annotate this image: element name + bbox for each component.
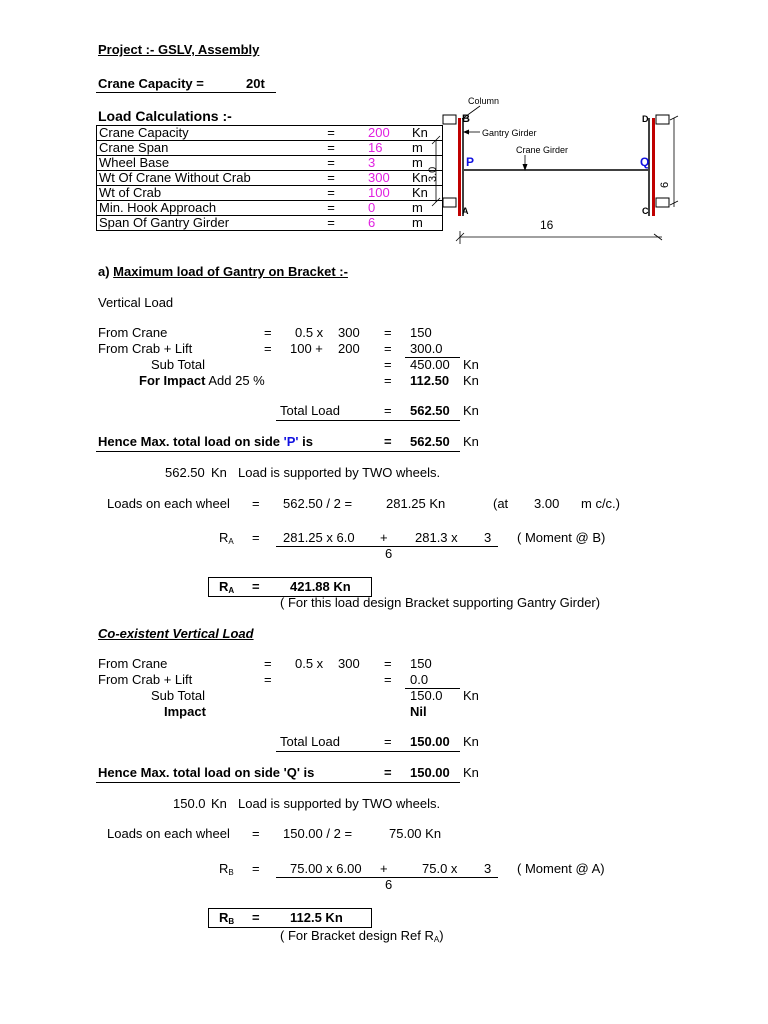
a-sub-total-res: 450.00: [410, 357, 450, 372]
rb-eq: =: [252, 861, 260, 876]
label-p: P: [466, 155, 475, 169]
ra-den: 6: [385, 546, 393, 561]
b-wheel-label: Loads on each wheel: [107, 826, 230, 841]
total-line: [276, 751, 460, 752]
rb-den: 6: [385, 877, 393, 892]
ra-sub: A: [228, 537, 234, 546]
b-impact-label: Impact: [164, 704, 206, 719]
dim-3: 3.0: [427, 166, 439, 182]
b-support-unit: Kn: [211, 796, 227, 811]
load-calc-row: [97, 126, 443, 141]
b-total-label: Total Load: [280, 734, 340, 749]
hence-line: [96, 451, 460, 452]
load-calc-row: [97, 201, 443, 216]
a-hence-text2: is: [298, 434, 313, 449]
b-hence-res: 150.00: [410, 765, 450, 780]
label-d: D: [642, 114, 649, 124]
ra-plus: +: [380, 530, 388, 545]
a-total-eq: =: [384, 403, 392, 418]
ra-label: [219, 530, 234, 548]
b-sub-total-unit: Kn: [463, 688, 479, 703]
a-from-crane-num: 300: [338, 325, 360, 340]
load-calc-eq: =: [294, 126, 366, 141]
a-from-crab-res: 300.0: [410, 341, 443, 356]
load-calc-name: Wt Of Crane Without Crab: [97, 171, 295, 186]
rb-r: R: [219, 861, 229, 876]
b-from-crab-label: From Crab + Lift: [98, 672, 193, 687]
b-wheel-expr: 150.00 / 2 =: [283, 826, 353, 841]
a-hence-p: 'P': [283, 434, 299, 449]
a-wheel-label: Loads on each wheel: [107, 496, 230, 511]
a-sub-total-eq: =: [384, 357, 392, 372]
crane-girder-label: Crane Girder: [516, 145, 569, 155]
rb-result-r: R: [219, 910, 229, 925]
b-hence-unit: Kn: [463, 765, 479, 780]
a-from-crane-label: From Crane: [98, 325, 168, 340]
load-calc-name: Crane Capacity: [97, 126, 295, 141]
crane-capacity-label: Crane Capacity =: [98, 76, 204, 91]
load-calc-eq: =: [294, 171, 366, 186]
load-calc-val: 200: [366, 126, 410, 141]
a-total-label: Total Load: [280, 403, 340, 418]
ra-result-eq: =: [252, 579, 260, 594]
a-hence-res: 562.50: [410, 434, 450, 449]
load-calc-unit: m: [410, 156, 443, 171]
label-a: A: [462, 206, 469, 216]
a-impact-eq: =: [384, 373, 392, 388]
section-b-title: Co-existent Vertical Load: [98, 626, 254, 641]
rb-t3: 3: [484, 861, 492, 876]
load-calc-unit: Kn: [410, 126, 443, 141]
load-calc-name: Min. Hook Approach: [97, 201, 295, 216]
a-impact-unit: Kn: [463, 373, 479, 388]
a-wheel-res: 281.25 Kn: [386, 496, 446, 511]
load-calc-val: 100: [366, 186, 410, 201]
load-calc-name: Wt of Crab: [97, 186, 295, 201]
a-from-crab-label: From Crab + Lift: [98, 341, 193, 356]
a-wheel-at: (at: [493, 496, 509, 511]
rb-result-sub: B: [228, 917, 235, 926]
load-calc-eq: =: [294, 216, 366, 231]
load-calc-row: [97, 156, 443, 171]
ra-t1: 281.25 x 6.0: [283, 530, 355, 545]
load-calc-name: Crane Span: [97, 141, 295, 156]
crane-capacity-value: 20t: [246, 76, 265, 91]
rb-result-label: [219, 910, 234, 928]
b-from-crane-res: 150: [410, 656, 432, 671]
b-from-crab-res: 0.0: [410, 672, 429, 687]
a-total-unit: Kn: [463, 403, 479, 418]
a-wheel-atval: 3.00: [534, 496, 560, 511]
ra-result-val: 421.88 Kn: [290, 579, 351, 594]
vertical-load-label: Vertical Load: [98, 295, 174, 310]
load-calc-unit: Kn: [410, 186, 443, 201]
a-wheel-expr: 562.50 / 2 =: [283, 496, 353, 511]
ra-eq: =: [252, 530, 260, 545]
b-wheel-res: 75.00 Kn: [389, 826, 442, 841]
b-total-res: 150.00: [410, 734, 450, 749]
label-c: C: [642, 206, 649, 216]
b-from-crane-expr: 0.5 x: [295, 656, 324, 671]
a-hence-unit: Kn: [463, 434, 479, 449]
rb-note-text: [280, 928, 444, 946]
column-label: Column: [468, 96, 500, 106]
a-from-crab-expr: 100 +: [290, 341, 323, 356]
a-hence-eq: =: [384, 434, 392, 449]
rb-t2: 75.0 x: [422, 861, 458, 876]
hence-line: [96, 782, 460, 783]
rb-result-eq: =: [252, 910, 260, 925]
load-calc-eq: =: [294, 201, 366, 216]
rb-t1: 75.00 x 6.00: [290, 861, 362, 876]
a-from-crane-eq: =: [264, 325, 272, 340]
a-impact-res: 112.50: [410, 373, 450, 388]
b-from-crane-label: From Crane: [98, 656, 168, 671]
a-from-crab-eq: =: [264, 341, 272, 356]
load-calc-val: 16: [366, 141, 410, 156]
a-hence-label: [98, 434, 313, 450]
load-calc-eq: =: [294, 186, 366, 201]
rb-result-val: 112.5 Kn: [290, 910, 343, 925]
a-support-val: 562.50: [165, 465, 205, 480]
b-total-unit: Kn: [463, 734, 479, 749]
b-wheel-eq: =: [252, 826, 260, 841]
label-q: Q: [640, 155, 650, 169]
right-column: [652, 118, 655, 216]
rb-note: ( Moment @ A): [517, 861, 605, 876]
b-hence-eq: =: [384, 765, 392, 780]
rb-label: [219, 861, 234, 879]
gantry-girder-label: Gantry Girder: [482, 128, 537, 138]
load-calc-name: Span Of Gantry Girder: [97, 216, 295, 231]
load-calc-unit: Kn: [410, 171, 443, 186]
dim-16: 16: [540, 218, 554, 232]
b-sub-total-res: 150.0: [410, 688, 443, 703]
load-calc-row: [97, 186, 443, 201]
label-b: B: [462, 113, 470, 125]
project-title: Project :- GSLV, Assembly: [98, 42, 260, 57]
a-wheel-atunit: m c/c.): [581, 496, 620, 511]
a-support-unit: Kn: [211, 465, 227, 480]
load-calc-unit: m: [410, 216, 443, 231]
load-calc-unit: m: [410, 201, 443, 216]
b-hence-label: Hence Max. total load on side 'Q' is: [98, 765, 315, 780]
b-from-crane-num: 300: [338, 656, 360, 671]
a-from-crab-eq2: =: [384, 341, 392, 356]
a-from-crane-expr: 0.5 x: [295, 325, 324, 340]
load-calc-row: [97, 216, 443, 231]
ra-t2: 281.3 x: [415, 530, 458, 545]
load-calc-eq: =: [294, 156, 366, 171]
underline: [96, 92, 276, 93]
a-total-res: 562.50: [410, 403, 450, 418]
rb-sub: B: [228, 868, 234, 877]
ra-result-label: [219, 579, 234, 597]
a-support-text: Load is supported by TWO wheels.: [238, 465, 441, 480]
a-from-crab-num: 200: [338, 341, 360, 356]
total-line: [276, 420, 460, 421]
rb-note-sub: A: [433, 935, 440, 944]
b-support-val: 150.0: [173, 796, 206, 811]
a-impact-label: [139, 373, 265, 389]
dim-6: 6: [659, 181, 671, 188]
b-from-crab-eq2: =: [384, 672, 392, 687]
load-calc-table: [96, 125, 443, 231]
a-wheel-eq: =: [252, 496, 260, 511]
load-calc-val: 0: [366, 201, 410, 216]
b-sub-total-label: Sub Total: [151, 688, 205, 703]
section-a-heading: [98, 264, 348, 280]
load-calc-row: [97, 141, 443, 156]
load-calc-title: Load Calculations :-: [98, 108, 232, 124]
b-total-eq: =: [384, 734, 392, 749]
b-from-crane-eq: =: [264, 656, 272, 671]
b-impact-res: Nil: [410, 704, 427, 719]
b-from-crane-eq2: =: [384, 656, 392, 671]
a-hence-text1: Hence Max. total load on side: [98, 434, 284, 449]
load-calc-eq: =: [294, 141, 366, 156]
ra-t3: 3: [484, 530, 492, 545]
b-support-text: Load is supported by TWO wheels.: [238, 796, 441, 811]
section-a-title: Maximum load of Gantry on Bracket :-: [113, 264, 348, 279]
a-impact-label-bold: For Impact: [139, 373, 206, 388]
b-from-crab-eq: =: [264, 672, 272, 687]
load-calc-name: Wheel Base: [97, 156, 295, 171]
a-sub-total-label: Sub Total: [151, 357, 205, 372]
load-calc-unit: m: [410, 141, 443, 156]
ra-note-text: ( For this load design Bracket supporting Gantry Girder): [280, 595, 601, 610]
rb-plus: +: [380, 861, 388, 876]
left-column: [458, 118, 461, 216]
crane-diagram: [420, 92, 700, 252]
a-sub-total-unit: Kn: [463, 357, 479, 372]
a-from-crane-eq2: =: [384, 325, 392, 340]
load-calc-val: 3: [366, 156, 410, 171]
rb-note-post: ): [439, 928, 444, 943]
a-from-crane-res: 150: [410, 325, 432, 340]
ra-result-sub: A: [228, 586, 235, 595]
load-calc-val: 300: [366, 171, 410, 186]
load-calc-row: [97, 171, 443, 186]
a-impact-label-rest: Add 25 %: [205, 373, 265, 388]
ra-note: ( Moment @ B): [517, 530, 606, 545]
ra-result-r: R: [219, 579, 229, 594]
load-calc-val: 6: [366, 216, 410, 231]
section-a-prefix: a): [98, 264, 114, 279]
ra-r: R: [219, 530, 229, 545]
rb-note-pre: ( For Bracket design Ref R: [280, 928, 434, 943]
